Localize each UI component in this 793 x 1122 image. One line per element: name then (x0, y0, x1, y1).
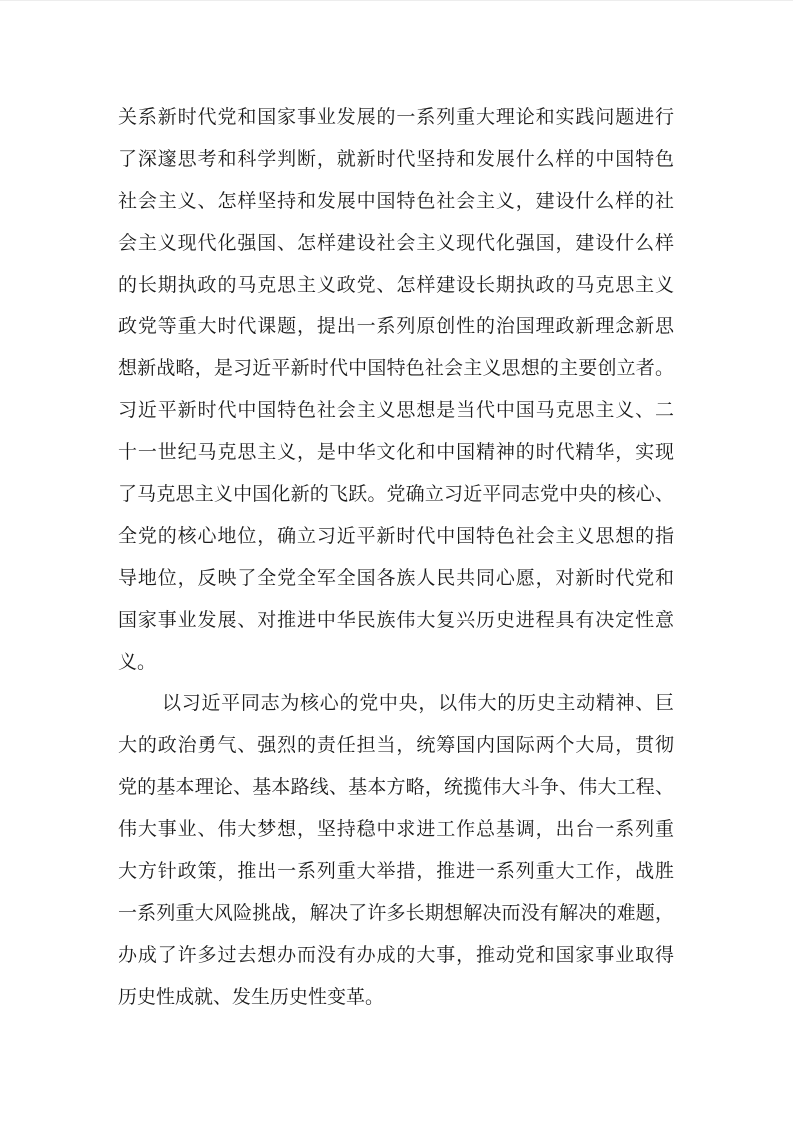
text-line: 办成了许多过去想办而没有办成的大事，推动党和国家事业取得 (118, 944, 674, 966)
text-line: 伟大事业、伟大梦想，坚持稳中求进工作总基调，出台一系列重 (118, 819, 674, 841)
text-line: 想新战略，是习近平新时代中国特色社会主义思想的主要创立者。 (118, 358, 674, 380)
text-line: 历史性成就、发生历史性变革。 (118, 986, 385, 1008)
page-top-edge (0, 0, 793, 1)
text-line: 十一世纪马克思主义，是中华文化和中国精神的时代精华，实现 (118, 442, 674, 464)
text-line: 导地位，反映了全党全军全国各族人民共同心愿，对新时代党和 (118, 567, 674, 589)
text-line: 大的政治勇气、强烈的责任担当，统筹国内国际两个大局，贯彻 (118, 735, 674, 757)
text-line: 政党等重大时代课题，提出一系列原创性的治国理政新理念新思 (118, 316, 674, 338)
text-line: 党的基本理论、基本路线、基本方略，统揽伟大斗争、伟大工程、 (118, 777, 674, 799)
text-line: 全党的核心地位，确立习近平新时代中国特色社会主义思想的指 (118, 525, 674, 547)
paragraph-1 (118, 97, 674, 683)
text-line: 关系新时代党和国家事业发展的一系列重大理论和实践问题进行 (118, 107, 674, 128)
text-line: 一系列重大风险挑战，解决了许多长期想解决而没有解决的难题， (118, 902, 674, 924)
text-line: 国家事业发展、对推进中华民族伟大复兴历史进程具有决定性意 (118, 609, 674, 631)
text-line: 大方针政策，推出一系列重大举措，推进一系列重大工作，战胜 (118, 861, 674, 883)
text-line: 以习近平同志为核心的党中央，以伟大的历史主动精神、巨 (162, 693, 674, 715)
text-line: 义。 (118, 651, 157, 673)
text-line: 了深邃思考和科学判断，就新时代坚持和发展什么样的中国特色 (118, 148, 674, 170)
document-text (118, 97, 674, 1019)
text-line: 习近平新时代中国特色社会主义思想是当代中国马克思主义、二 (118, 400, 674, 422)
text-line: 了马克思主义中国化新的飞跃。党确立习近平同志党中央的核心、 (118, 484, 674, 506)
paragraph-2 (118, 683, 674, 1018)
text-line: 社会主义、怎样坚持和发展中国特色社会主义，建设什么样的社 (118, 190, 674, 212)
text-line: 会主义现代化强国、怎样建设社会主义现代化强国，建设什么样 (118, 232, 674, 254)
text-line: 的长期执政的马克思主义政党、怎样建设长期执政的马克思主义 (118, 274, 674, 296)
